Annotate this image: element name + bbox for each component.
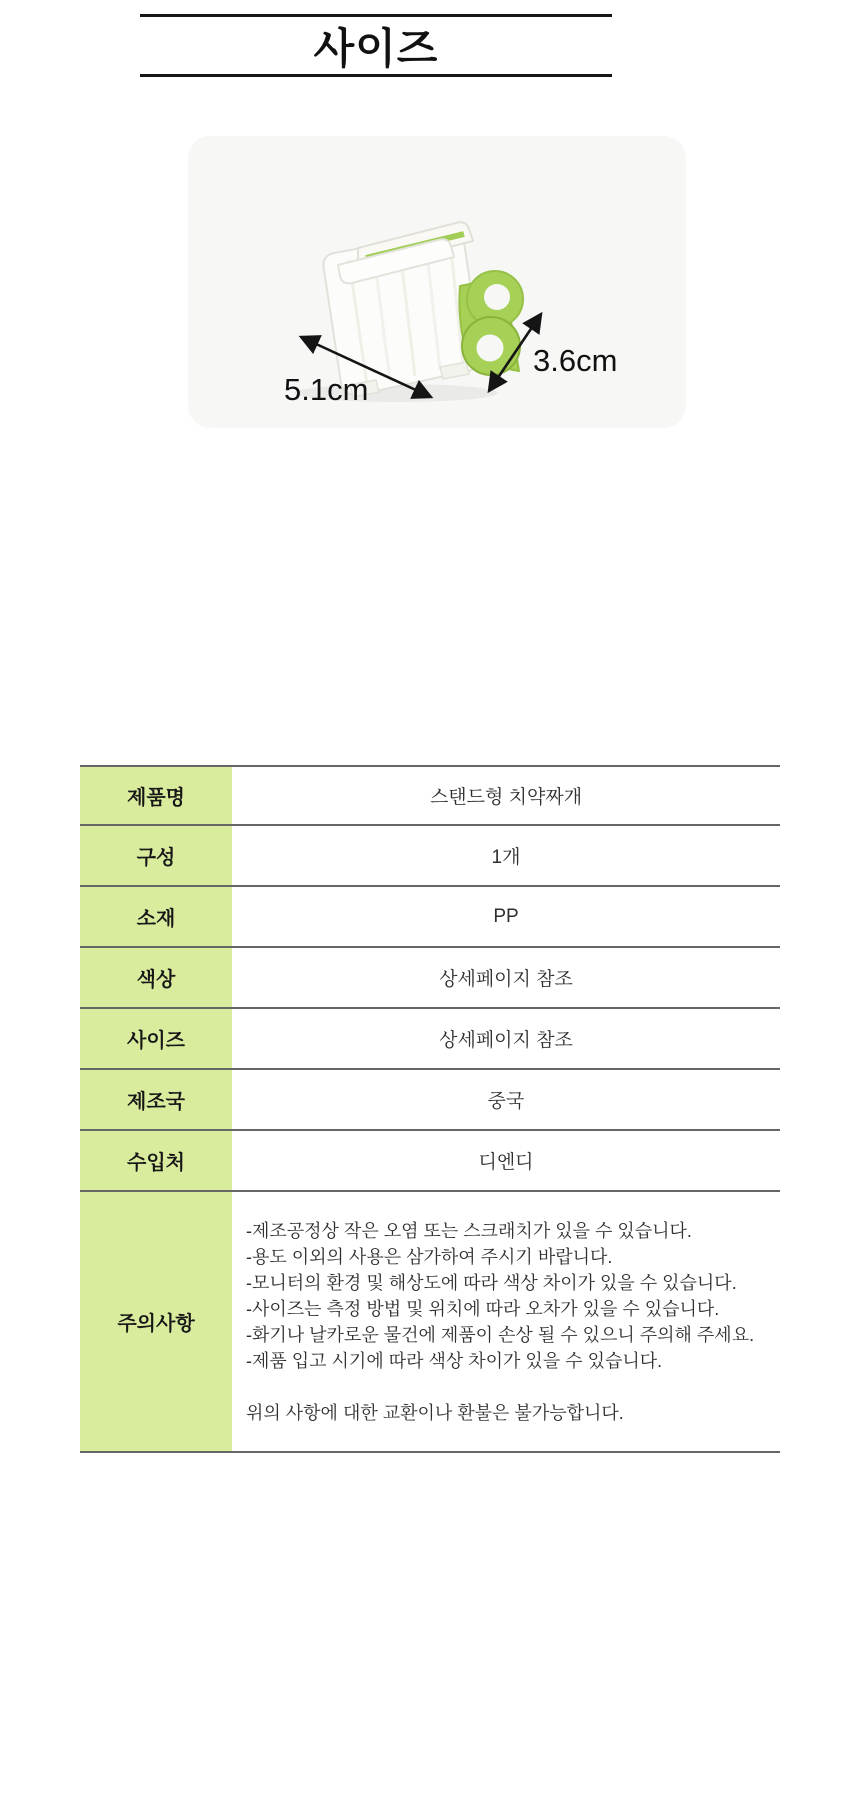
caution-line: -화기나 날카로운 물건에 제품이 손상 될 수 있으니 주의해 주세요. <box>246 1324 755 1345</box>
caution-line: -사이즈는 측정 방법 및 위치에 따라 오차가 있을 수 있습니다. <box>246 1298 720 1319</box>
caution-line: -용도 이외의 사용은 삼가하여 주시기 바랍니다. <box>246 1246 613 1267</box>
spec-row-composition <box>80 826 780 887</box>
cautions-row <box>80 1192 780 1453</box>
section-title: 사이즈 <box>313 24 439 72</box>
cautions-footer: 위의 사항에 대한 교환이나 환불은 불가능합니다. <box>246 1402 624 1423</box>
spec-row-size <box>80 1009 780 1070</box>
squeezer-key <box>459 271 523 375</box>
spec-row-color <box>80 948 780 1009</box>
spec-value: PP <box>493 905 519 927</box>
size-section-header <box>140 14 612 77</box>
spec-label: 소재 <box>80 887 232 946</box>
spec-value: 중국 <box>487 1091 525 1112</box>
spec-row-material <box>80 887 780 948</box>
cautions-text <box>232 1192 780 1451</box>
spec-label: 제품명 <box>80 767 232 824</box>
width-dimension-label: 5.1cm <box>284 372 369 407</box>
spec-label: 수입처 <box>80 1131 232 1190</box>
spec-row-product-name <box>80 767 780 826</box>
spec-value: 1개 <box>491 847 521 868</box>
spec-row-importer <box>80 1131 780 1192</box>
toothpaste-squeezer-photo <box>188 136 686 428</box>
spec-label: 사이즈 <box>80 1009 232 1068</box>
spec-value: 상세페이지 참조 <box>439 1030 573 1051</box>
spec-label: 구성 <box>80 826 232 885</box>
caution-line: -모니터의 환경 및 해상도에 따라 색상 차이가 있을 수 있습니다. <box>246 1272 737 1293</box>
spec-value: 디엔디 <box>478 1152 534 1173</box>
depth-dimension-label: 3.6cm <box>533 343 618 378</box>
spec-value: 스탠드형 치약짜개 <box>429 787 583 808</box>
spec-label: 색상 <box>80 948 232 1007</box>
caution-line: -제품 입고 시기에 따라 색상 차이가 있을 수 있습니다. <box>246 1350 663 1371</box>
spec-table <box>80 765 780 1453</box>
caution-line: -제조공정상 작은 오염 또는 스크래치가 있을 수 있습니다. <box>246 1220 692 1241</box>
cautions-label: 주의사항 <box>80 1192 232 1451</box>
product-photo-card <box>188 136 686 428</box>
spec-label: 제조국 <box>80 1070 232 1129</box>
spec-value: 상세페이지 참조 <box>439 969 573 990</box>
spec-row-country <box>80 1070 780 1131</box>
